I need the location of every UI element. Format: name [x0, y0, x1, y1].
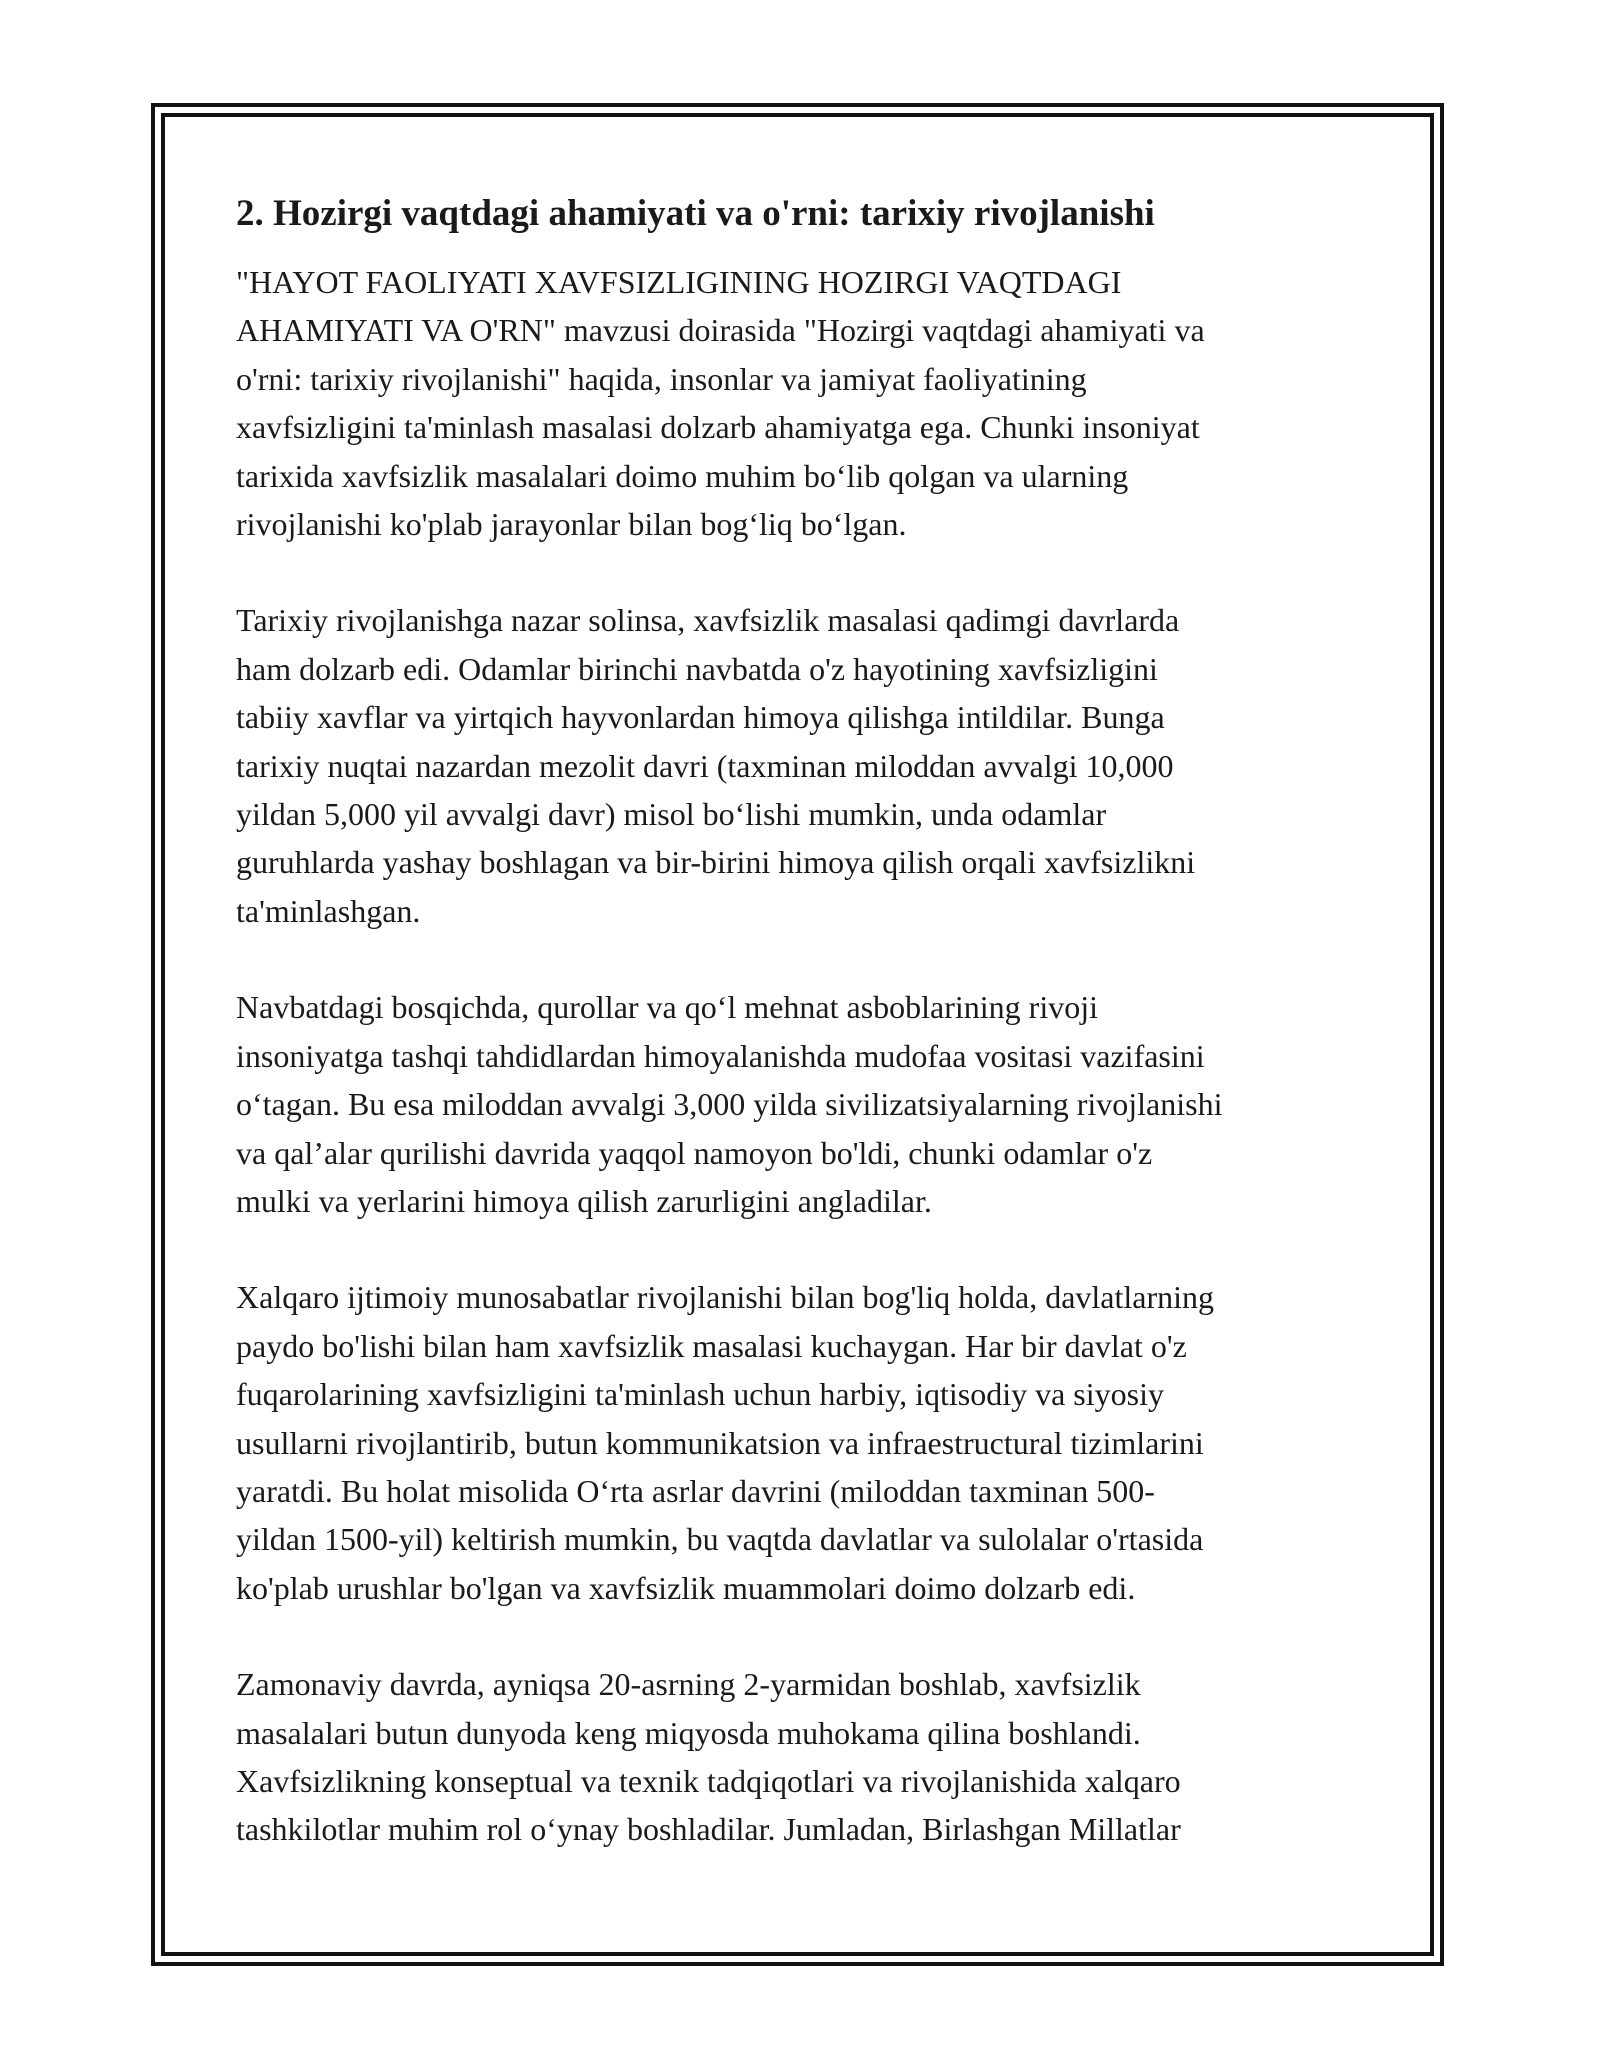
document-content: [236, 188, 1376, 1902]
paragraph-intro: "HAYOT FAOLIYATI XAVFSIZLIGINING HOZIRGI VAQTDAGI AHAMIYATI VA O'RN" mavzusi doirasida "Hozirgi vaqtdagi ahamiyati va o'rni: tarixiy rivojlanishi" haqida, insonlar va jamiyat faoliyatining xavfsizligini ta'minlash masalasi dolzarb ahamiyatga ega. Chunki insoniyat tarixida xavfsizlik masalalari doimo muhim boʻlib qolgan va ularning rivojlanishi ko'plab jarayonlar bilan bogʻliq boʻlgan.: [236, 264, 1205, 543]
paragraph-modern-era: Zamonaviy davrda, ayniqsa 20-asrning 2-yarmidan boshlab, xavfsizlik masalalari butun dunyoda keng miqyosda muhokama qilina boshlandi. Xavfsizlikning konseptual va texnik tadqiqotlari va rivojlanishida xalqaro tashkilotlar muhim rol oʻynay boshladilar. Jumladan, Birlashgan Millatlar: [236, 1666, 1181, 1848]
paragraph-weapons-era: Navbatdagi bosqichda, qurollar va qoʻl mehnat asboblarining rivoji insoniyatga tashqi tahdidlardan himoyalanishda mudofaa vositasi vazifasini oʻtagan. Bu esa miloddan avvalgi 3,000 yilda sivilizatsiyalarning rivojlanishi va qal’alar qurilishi davrida yaqqol namoyon bo'ldi, chunki odamlar o'z mulki va yerlarini himoya qilish zarurligini angladilar.: [236, 989, 1223, 1219]
section-heading: 2. Hozirgi vaqtdagi ahamiyati va o'rni: tarixiy rivojlanishi: [236, 193, 1155, 234]
paragraph-ancient-history: Tarixiy rivojlanishga nazar solinsa, xavfsizlik masalasi qadimgi davrlarda ham dolzarb edi. Odamlar birinchi navbatda o'z hayotining xavfsizligini tabiiy xavflar va yirtqich hayvonlardan himoya qilishga intildilar. Bunga tarixiy nuqtai nazardan mezolit davri (taxminan miloddan avvalgi 10,000 yildan 5,000 yil avvalgi davr) misol boʻlishi mumkin, unda odamlar guruhlarda yashay boshlagan va bir-birini himoya qilish orqali xavfsizlikni ta'minlashgan.: [236, 602, 1196, 929]
paragraph-states-era: Xalqaro ijtimoiy munosabatlar rivojlanishi bilan bog'liq holda, davlatlarning paydo bo'lishi bilan ham xavfsizlik masalasi kuchaygan. Har bir davlat o'z fuqarolarining xavfsizligini ta'minlash uchun harbiy, iqtisodiy va siyosiy usullarni rivojlantirib, butun kommunikatsion va infraestructural tizimlarini yaratdi. Bu holat misolida Oʻrta asrlar davrini (miloddan taxminan 500- yildan 1500-yil) keltirish mumkin, bu vaqtda davlatlar va sulolalar o'rtasida ko'plab urushlar bo'lgan va xavfsizlik muammolari doimo dolzarb edi.: [236, 1279, 1215, 1606]
